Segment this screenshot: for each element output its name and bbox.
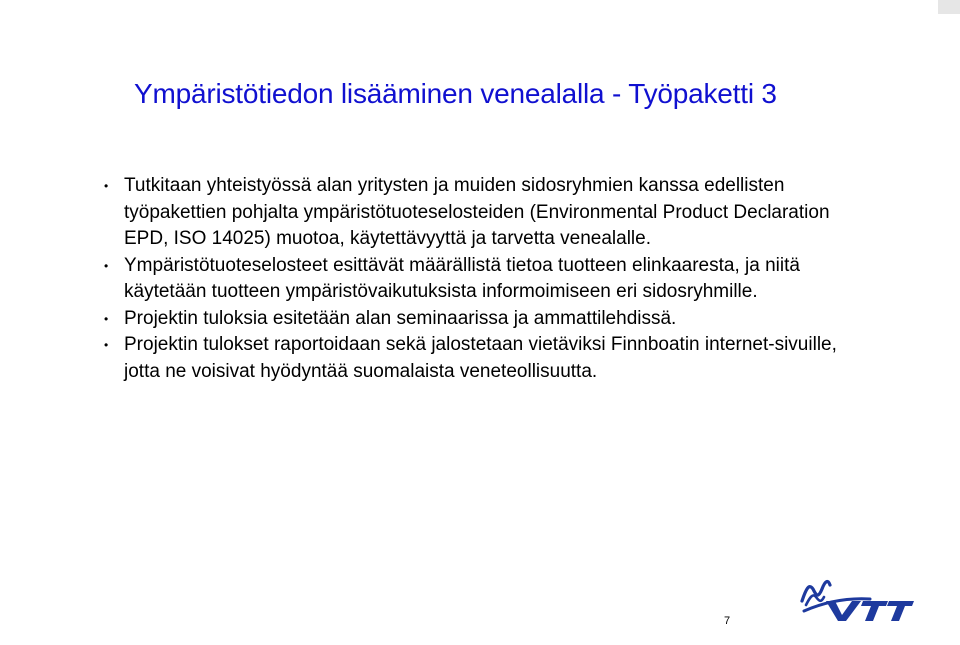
vtt-wave-logo-icon bbox=[796, 575, 914, 623]
bullet-glyph: • bbox=[104, 179, 109, 193]
page-number: 7 bbox=[724, 615, 731, 627]
bullet-text: Tutkitaan yhteistyössä alan yritysten ja muiden sidosryhmien kanssa edellisten työpakettien pohjalta ympäristötuoteselosteiden (Environmental Product Declaration EPD, ISO 14025) muotoa, käytettävyyttä ja tarvetta venealalle. bbox=[124, 175, 830, 249]
bullet-glyph: • bbox=[104, 258, 109, 273]
corner-decoration bbox=[938, 0, 960, 14]
bullet-text: Projektin tuloksia esitetään alan seminaarissa ja ammattilehdissä. bbox=[124, 307, 677, 329]
bullet-glyph: • bbox=[104, 311, 109, 326]
bullet-list bbox=[98, 173, 858, 385]
bullet-item bbox=[98, 173, 858, 253]
slide-title: Ympäristötiedon lisääminen venealalla - Työpaketti 3 bbox=[134, 78, 777, 109]
vtt-logo bbox=[796, 575, 914, 628]
bullet-item bbox=[98, 306, 858, 333]
bullet-glyph: • bbox=[104, 338, 109, 352]
bullet-text: Projektin tulokset raportoidaan sekä jalostetaan vietäviksi Finnboatin internet-sivuille, jotta ne voisivat hyödyntää suomalaista veneteollisuutta. bbox=[124, 334, 837, 382]
bullet-item bbox=[98, 332, 858, 385]
bullet-item bbox=[98, 253, 858, 306]
bullet-text: Ympäristötuoteselosteet esittävät määrällistä tietoa tuotteen elinkaaresta, ja niitä käytetään tuotteen ympäristövaikutuksista informoimiseen eri sidosryhmille. bbox=[124, 254, 800, 302]
